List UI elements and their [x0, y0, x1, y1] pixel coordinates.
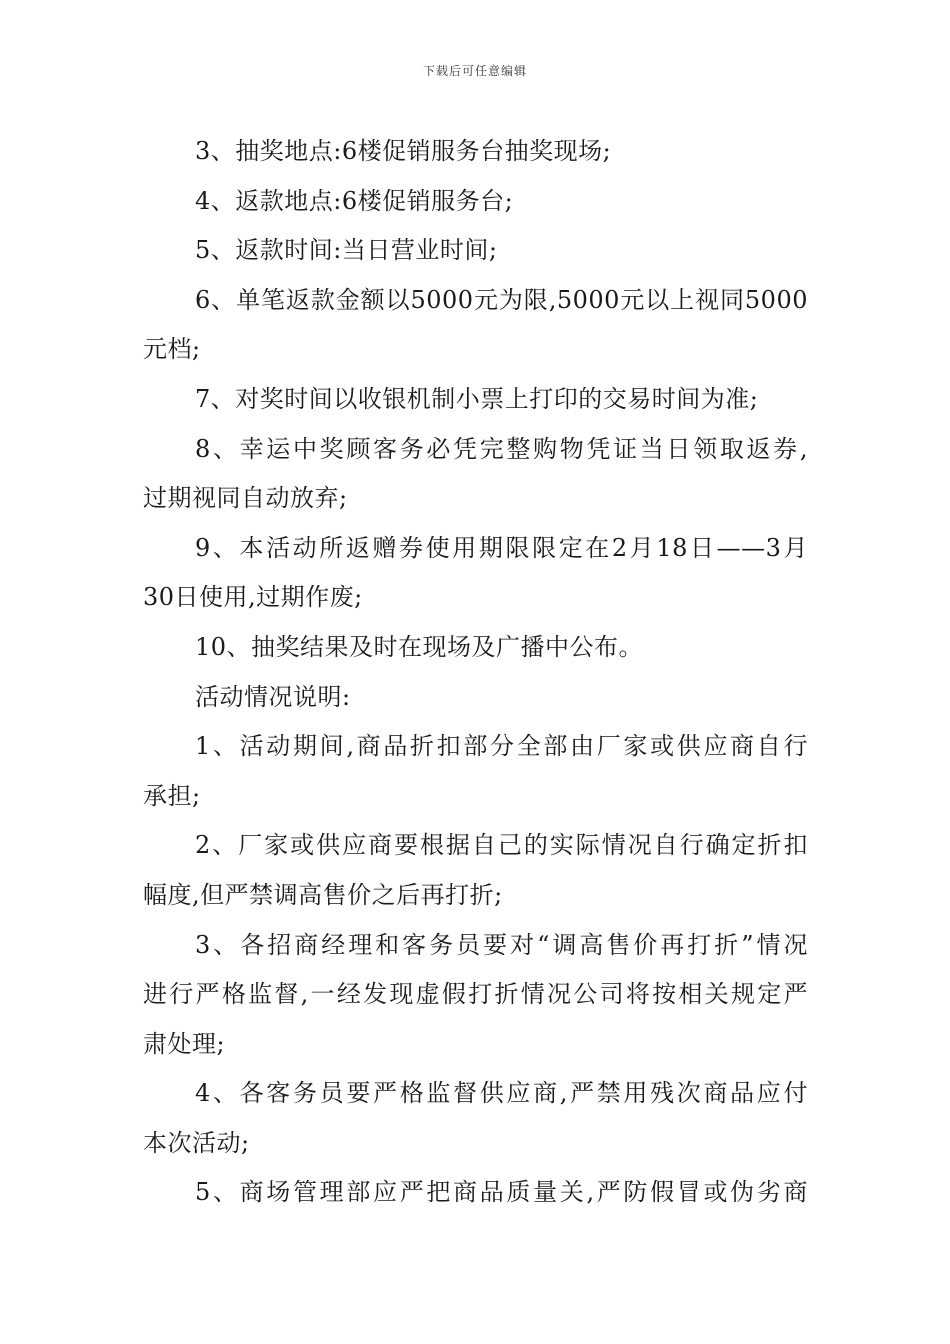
section-heading: 活动情况说明:: [195, 682, 351, 711]
paragraph-line: 3、各招商经理和客务员要对“调高售价再打折”情况: [195, 930, 808, 959]
paragraph-line: 1、活动期间,商品折扣部分全部由厂家或供应商自行: [195, 732, 808, 761]
paragraph-line: 2、厂家或供应商要根据自己的实际情况自行确定折扣: [195, 831, 808, 860]
paragraph-line: 30日使用,过期作废;: [143, 583, 363, 612]
paragraph-line: 承担;: [143, 781, 201, 810]
paragraph-line: 过期视同自动放弃;: [143, 484, 348, 513]
download-editable-note: 下载后可任意编辑: [422, 64, 527, 78]
paragraph-line: 幅度,但严禁调高售价之后再打折;: [143, 880, 503, 909]
document-body: [143, 127, 808, 1218]
paragraph-line: 4、返款地点:6楼促销服务台;: [195, 186, 514, 215]
paragraph-line: 肃处理;: [143, 1029, 226, 1058]
paragraph-line: 本次活动;: [143, 1128, 250, 1157]
paragraph-line: 元档;: [143, 335, 201, 364]
paragraph-line: 7、对奖时间以收银机制小票上打印的交易时间为准;: [195, 384, 759, 413]
paragraph-line: 9、本活动所返赠券使用期限限定在2月18日——3月: [195, 533, 808, 562]
paragraph-line: 5、返款时间:当日营业时间;: [195, 236, 498, 265]
paragraph-line: 10、抽奖结果及时在现场及广播中公布。: [195, 632, 644, 661]
paragraph-line: 进行严格监督,一经发现虚假打折情况公司将按相关规定严: [143, 980, 808, 1009]
paragraph-line: 5、商场管理部应严把商品质量关,严防假冒或伪劣商: [195, 1178, 808, 1207]
paragraph-line: 6、单笔返款金额以5000元为限,5000元以上视同5000: [195, 285, 808, 314]
paragraph-line: 4、各客务员要严格监督供应商,严禁用残次商品应付: [195, 1079, 808, 1108]
paragraph-line: 8、幸运中奖顾客务必凭完整购物凭证当日领取返券,: [195, 434, 808, 463]
paragraph-line: 3、抽奖地点:6楼促销服务台抽奖现场;: [195, 137, 612, 165]
